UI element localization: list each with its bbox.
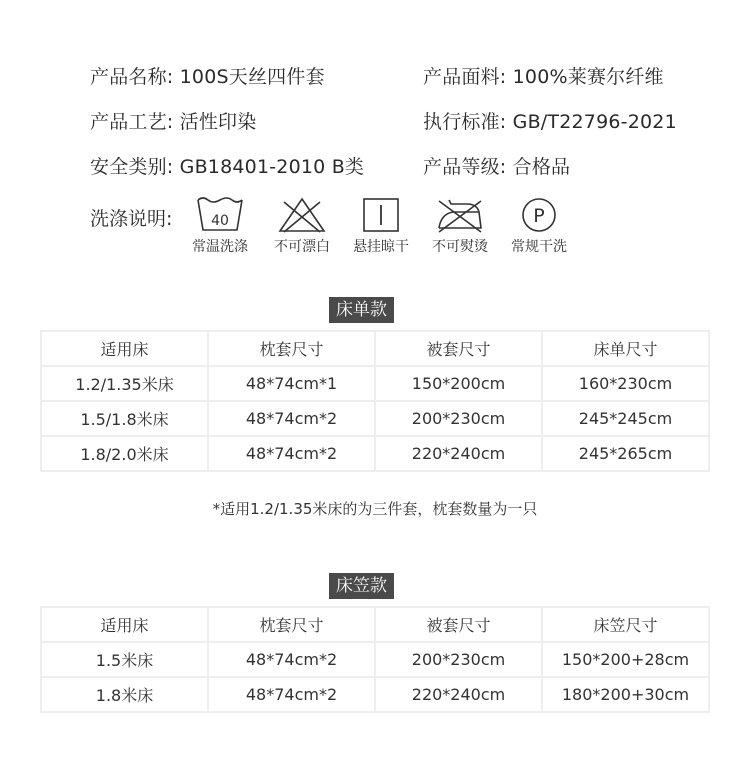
table-cell: 48*74cm*2 bbox=[208, 436, 375, 471]
table-cell: 1.5/1.8米床 bbox=[41, 401, 208, 436]
wash-item-dry-clean bbox=[503, 196, 575, 256]
wash-caption-dry-clean: 常规干洗 bbox=[511, 239, 567, 255]
table-cell: 220*240cm bbox=[375, 677, 542, 712]
header-cell: 枕套尺寸 bbox=[208, 331, 375, 366]
flat-sheet-table bbox=[40, 330, 710, 472]
three-piece-note: *适用1.2/1.35米床的为三件套，枕套数量为一只 bbox=[212, 500, 538, 518]
header-cell: 床笠尺寸 bbox=[542, 607, 709, 642]
wash-caption-hang-dry: 悬挂晾干 bbox=[353, 239, 409, 255]
table-cell: 160*230cm bbox=[542, 366, 709, 401]
wash-caption-normal: 常温洗涤 bbox=[192, 239, 248, 255]
spec-safety: 安全类别: GB18401-2010 B类 bbox=[90, 156, 365, 178]
table-cell: 48*74cm*2 bbox=[208, 677, 375, 712]
table-cell: 150*200+28cm bbox=[542, 642, 709, 677]
table-cell: 1.8/2.0米床 bbox=[41, 436, 208, 471]
section-title-flat-sheet: 床单款 bbox=[329, 297, 394, 323]
wash-caption-no-iron: 不可熨烫 bbox=[432, 239, 488, 255]
table-cell: 48*74cm*1 bbox=[208, 366, 375, 401]
table-cell: 150*200cm bbox=[375, 366, 542, 401]
table-row bbox=[41, 436, 709, 471]
dry-clean-letter: P bbox=[533, 205, 545, 227]
table-cell: 245*265cm bbox=[542, 436, 709, 471]
hang-dry-icon bbox=[361, 196, 401, 234]
spec-standard: 执行标准: GB/T22796-2021 bbox=[423, 111, 677, 133]
wash-caption-no-bleach: 不可漂白 bbox=[274, 239, 330, 255]
table-row bbox=[41, 401, 709, 436]
wash-item-40 bbox=[183, 196, 257, 256]
spec-material: 产品面料: 100%莱赛尔纤维 bbox=[423, 66, 664, 88]
spec-grade: 产品等级: 合格品 bbox=[423, 156, 571, 178]
header-cell: 被套尺寸 bbox=[375, 331, 542, 366]
header-cell: 适用床 bbox=[41, 607, 208, 642]
header-cell: 枕套尺寸 bbox=[208, 607, 375, 642]
table-cell: 180*200+30cm bbox=[542, 677, 709, 712]
header-cell: 适用床 bbox=[41, 331, 208, 366]
table-cell: 48*74cm*2 bbox=[208, 401, 375, 436]
wash-40-tub-icon bbox=[195, 196, 245, 234]
table-cell: 48*74cm*2 bbox=[208, 642, 375, 677]
table-cell: 1.5米床 bbox=[41, 642, 208, 677]
washing-label: 洗涤说明: bbox=[90, 208, 173, 230]
table-cell: 1.8米床 bbox=[41, 677, 208, 712]
wash-temp-text: 40 bbox=[211, 213, 229, 229]
wash-item-no-iron bbox=[424, 196, 496, 256]
fitted-sheet-table bbox=[40, 606, 710, 713]
spec-name: 产品名称: 100S天丝四件套 bbox=[90, 66, 325, 88]
table-cell: 245*245cm bbox=[542, 401, 709, 436]
table-row bbox=[41, 677, 709, 712]
wash-item-hang-dry bbox=[345, 196, 417, 256]
no-iron-icon bbox=[433, 196, 487, 234]
header-cell: 床单尺寸 bbox=[542, 331, 709, 366]
table-cell: 220*240cm bbox=[375, 436, 542, 471]
no-bleach-icon bbox=[276, 196, 328, 234]
table-row bbox=[41, 642, 709, 677]
table-cell: 1.2/1.35米床 bbox=[41, 366, 208, 401]
table-row bbox=[41, 366, 709, 401]
table-header-row bbox=[41, 331, 709, 366]
table-cell: 200*230cm bbox=[375, 401, 542, 436]
table-header-row bbox=[41, 607, 709, 642]
dry-clean-p-icon bbox=[519, 196, 559, 234]
section-title-fitted-sheet: 床笠款 bbox=[329, 573, 394, 599]
wash-item-no-bleach bbox=[266, 196, 338, 256]
header-cell: 被套尺寸 bbox=[375, 607, 542, 642]
spec-craft: 产品工艺: 活性印染 bbox=[90, 111, 257, 133]
table-cell: 200*230cm bbox=[375, 642, 542, 677]
